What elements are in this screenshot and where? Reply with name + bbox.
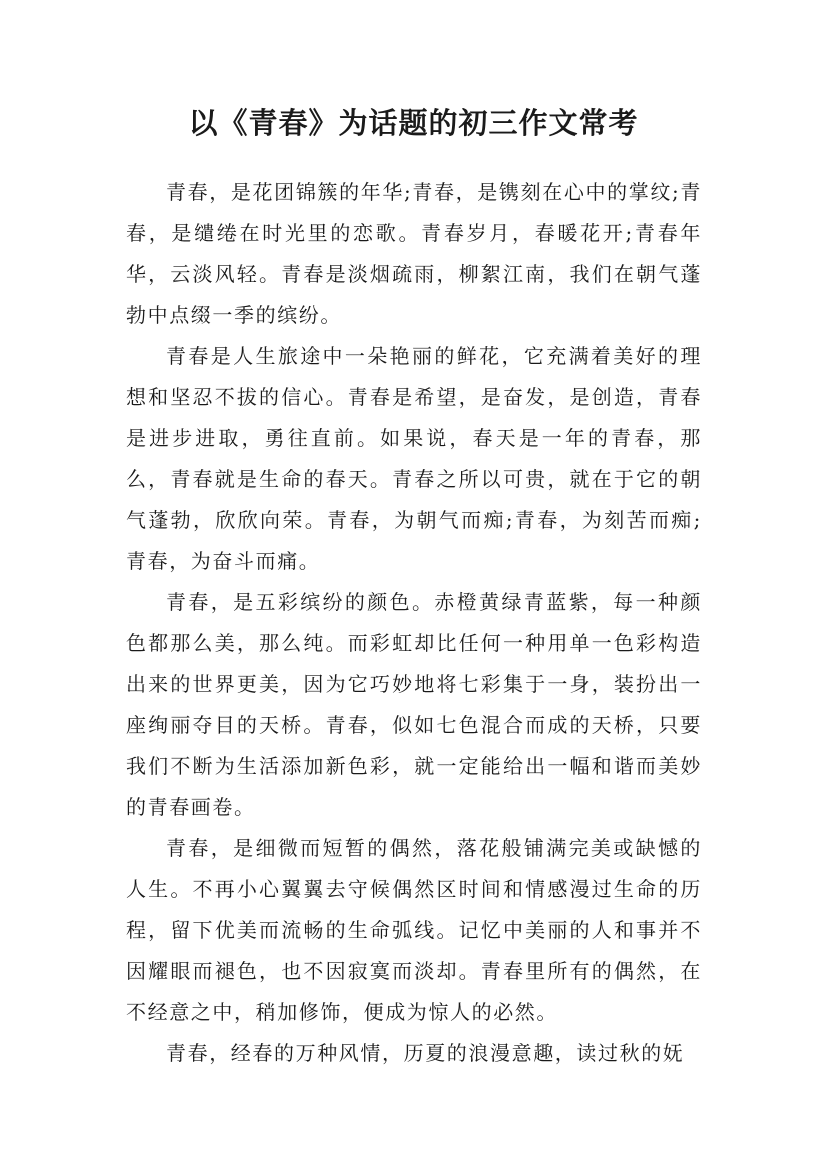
paragraph-4: 青春，是细微而短暂的偶然，落花般铺满完美或缺憾的人生。不再小心翼翼去守候偶然区时间和情感漫过生命的历程，留下优美而流畅的生命弧线。记忆中美丽的人和事并不因耀眼而褪色，也不因寂寞而淡却。青春里所有的偶然，在不经意之中，稍加修饰，便成为惊人的必然。 xyxy=(126,836,702,1024)
paragraph-5: 青春，经春的万种风情，历夏的浪漫意趣，读过秋的妩 xyxy=(166,1041,685,1065)
paragraph-3: 青春，是五彩缤纷的颜色。赤橙黄绿青蓝紫，每一种颜色都那么美，那么纯。而彩虹却比任何一种用单一色彩构造出来的世界更美，因为它巧妙地将七彩集于一身，装扮出一座绚丽夺目的天桥。青春，似如七色混合而成的天桥，只要我们不断为生活添加新色彩，就一定能给出一幅和谐而美妙的青春画卷。 xyxy=(126,590,702,819)
document-title: 以《青春》为话题的初三作文常考 xyxy=(188,106,639,140)
paragraph-2: 青春是人生旅途中一朵艳丽的鲜花，它充满着美好的理想和坚忍不拔的信心。青春是希望，是奋发，是创造，青春是进步进取，勇往直前。如果说，春天是一年的青春，那么，青春就是生命的春天。青春之所以可贵，就在于它的朝气蓬勃，欣欣向荣。青春，为朝气而痴;青春，为刻苦而痴;青春，为奋斗而痛。 xyxy=(126,344,702,573)
document-body xyxy=(126,172,702,1074)
paragraph-1: 青春，是花团锦簇的年华;青春，是镌刻在心中的掌纹;青春，是缱绻在时光里的恋歌。青春岁月，春暖花开;青春年华，云淡风轻。青春是淡烟疏雨，柳絮江南，我们在朝气蓬勃中点缀一季的缤纷。 xyxy=(126,180,702,327)
